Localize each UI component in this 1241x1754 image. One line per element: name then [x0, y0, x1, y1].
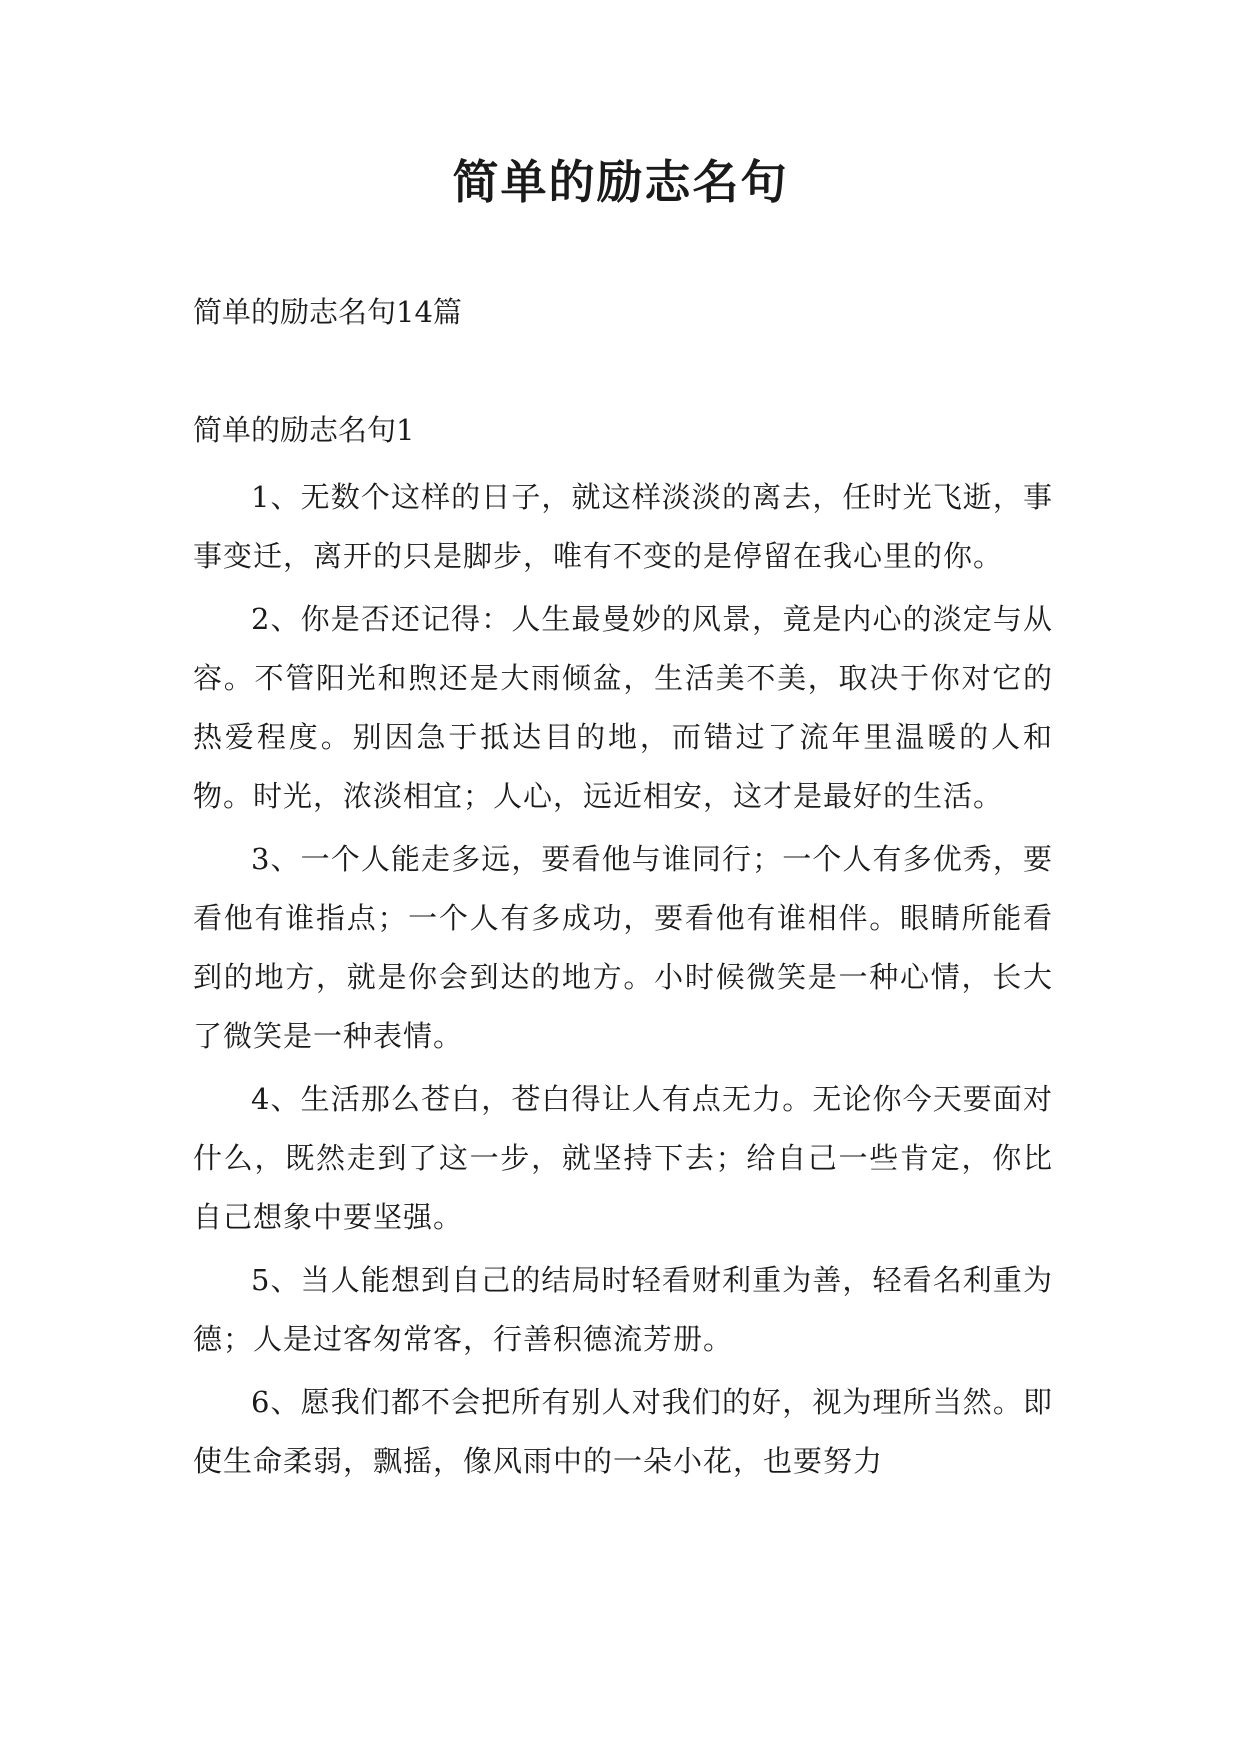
- document-body: [193, 408, 1053, 1495]
- quote-paragraph-1: 1、无数个这样的日子，就这样淡淡的离去，任时光飞逝，事事变迁，离开的只是脚步，唯有不变的是停留在我心里的你。: [193, 480, 1053, 573]
- section-heading: 简单的励志名句1: [193, 413, 415, 447]
- document-subtitle: 简单的励志名句14篇: [193, 295, 462, 329]
- quote-paragraph-2: 2、你是否还记得：人生最曼妙的风景，竟是内心的淡定与从容。不管阳光和煦还是大雨倾盆，生活美不美，取决于你对它的热爱程度。别因急于抵达目的地，而错过了流年里温暖的人和物。时光，浓淡相宜；人心，远近相安，这才是最好的生活。: [193, 602, 1053, 813]
- document-title: 简单的励志名句: [452, 155, 789, 209]
- quote-paragraph-6: 6、愿我们都不会把所有别人对我们的好，视为理所当然。即使生命柔弱，飘摇，像风雨中的一朵小花，也要努力: [193, 1385, 1053, 1478]
- quote-paragraph-3: 3、一个人能走多远，要看他与谁同行；一个人有多优秀，要看他有谁指点；一个人有多成功，要看他有谁相伴。眼睛所能看到的地方，就是你会到达的地方。小时候微笑是一种心情，长大了微笑是一种表情。: [193, 842, 1053, 1053]
- quote-paragraph-5: 5、当人能想到自己的结局时轻看财利重为善，轻看名利重为德；人是过客匆常客，行善积德流芳册。: [193, 1263, 1053, 1356]
- quote-paragraph-4: 4、生活那么苍白，苍白得让人有点无力。无论你今天要面对什么，既然走到了这一步，就坚持下去；给自己一些肯定，你比自己想象中要坚强。: [193, 1082, 1053, 1234]
